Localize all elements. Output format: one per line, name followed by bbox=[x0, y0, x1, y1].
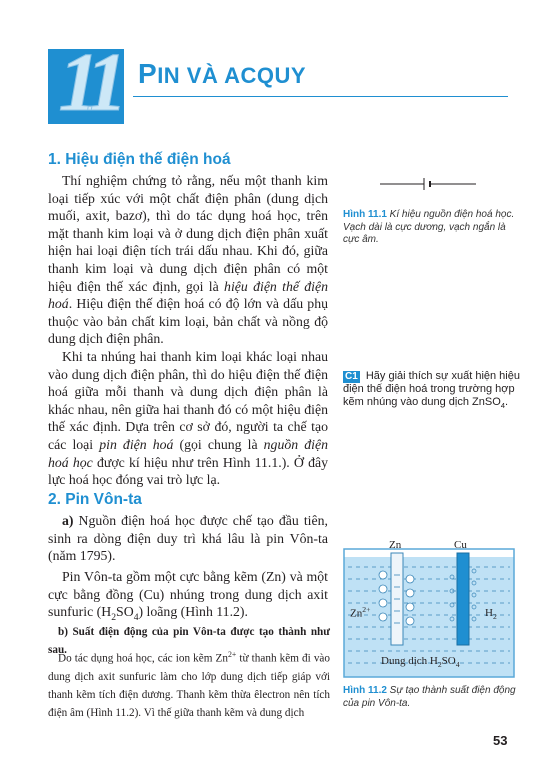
chapter-number: 11 bbox=[58, 36, 118, 129]
battery-symbol-figure bbox=[380, 174, 480, 194]
text: Nguồn điện hoá học được chế tạo đầu tiên, sinh ra dòng điện duy trì khá lâu là pin Vôn-ta (năm 1795). bbox=[48, 513, 328, 564]
subscript: 4 bbox=[133, 611, 139, 623]
chapter-title-rest: IN VÀ ACQUY bbox=[157, 63, 307, 88]
chapter-title bbox=[138, 58, 306, 90]
text: Do tác dụng hoá học, các ion kẽm Zn bbox=[58, 652, 228, 665]
text: Khi ta nhúng hai thanh kim loại khác loại nhau vào dung dịch điện phân, thì do hiệu điện thế điện hoá giữa mỗi thanh và dung dịch điện phân là khác nhau, nên giữa hai thanh đó có một hiệu điện thế xác định. Dựa trên cơ sở đó, người ta chế tạo các loại bbox=[48, 349, 328, 452]
superscript: 2+ bbox=[227, 650, 237, 659]
subscript: 2 bbox=[492, 612, 497, 622]
text: SO bbox=[441, 655, 456, 667]
caption-text: Sự tạo thành suất điện động của pin Vôn-ta. bbox=[343, 685, 516, 709]
text: Dung dịch H bbox=[381, 655, 438, 667]
text: b) Suất điện động của pin Vôn-ta được tạo thành như sau. bbox=[48, 626, 330, 656]
copper-electrode bbox=[457, 553, 469, 645]
subscript: 4 bbox=[500, 401, 506, 411]
figure-11-1-caption bbox=[343, 209, 521, 247]
copper-label: Cu bbox=[454, 539, 467, 551]
section-1-paragraph-2 bbox=[48, 348, 328, 489]
solution-label bbox=[381, 655, 460, 669]
text: từ thanh kẽm đi vào dung dịch axit sunfuric làm cho lớp dung dịch tiếp giáp với thanh kẽm tích điện dương. Thanh kẽm thừa êlectron nên tích điện âm (Hình 11.2). Vì thế giữa thanh kẽm và dung dịch bbox=[48, 652, 330, 719]
text: ) loãng (Hình 11.2). bbox=[138, 604, 248, 620]
section-2-paragraph-3 bbox=[48, 646, 330, 722]
section-2-paragraph-2 bbox=[48, 568, 328, 627]
hydrogen-label bbox=[485, 607, 497, 621]
section-1-paragraph-1 bbox=[48, 172, 328, 348]
text: được kí hiệu như trên Hình 11.1.). Ở đây lực hoá học đóng vai trò lực lạ. bbox=[48, 454, 328, 488]
c1-question bbox=[343, 370, 521, 413]
text: SO bbox=[116, 604, 134, 620]
figure-11-2-caption bbox=[343, 685, 521, 710]
subscript: 2 bbox=[111, 611, 117, 623]
section-1-heading: 1. Hiệu điện thế điện hoá bbox=[48, 151, 231, 168]
section-2-paragraph-1 bbox=[48, 512, 328, 565]
text: . bbox=[505, 396, 509, 409]
text: Pin Vôn-ta gồm một cực bằng kẽm (Zn) và một cực bằng đồng (Cu) nhúng trong dung dịch axit sunfuric (H bbox=[48, 569, 328, 620]
chapter-title-rule bbox=[133, 96, 508, 97]
figure-label: Hình 11.2 bbox=[343, 685, 387, 696]
text: H bbox=[485, 607, 493, 619]
text: Hãy giải thích sự xuất hiện hiệu điện thế điện hoá trong trường hợp kẽm nhúng vào dung dịch ZnSO bbox=[343, 370, 520, 409]
text: Thí nghiệm chứng tỏ rằng, nếu một thanh kim loại tiếp xúc với một chất điện phân (dung dịch muối, axit, bazơ), thì do tác dụng hoá học, trên mặt thanh kim loại và ở dung dịch điện phân xuất hiện hai loại điện tích trái dấu nhau. Khi đó, giữa thanh kim loại và dung dịch điện phân có một hiệu điện thế xác định, gọi là bbox=[48, 173, 328, 294]
text: . Hiệu điện thế điện hoá có độ lớn và dấu phụ thuộc vào bản chất kim loại, bản chất và nồng độ dung dịch điện phân. bbox=[48, 296, 328, 347]
figure-label: Hình 11.1 bbox=[343, 209, 387, 220]
zinc-label: Zn bbox=[389, 539, 402, 551]
page-number: 53 bbox=[493, 733, 508, 748]
subscript: 4 bbox=[455, 660, 460, 670]
label: a) bbox=[62, 513, 74, 528]
term: hiệu điện thế điện hoá bbox=[48, 278, 329, 312]
chapter-title-initial: P bbox=[138, 58, 158, 89]
term: nguồn điện hoá học bbox=[48, 436, 328, 470]
subscript: 2 bbox=[437, 660, 442, 670]
section-2-heading: 2. Pin Vôn-ta bbox=[48, 491, 142, 508]
c1-badge: C1 bbox=[345, 371, 358, 382]
term: pin điện hoá bbox=[99, 436, 174, 452]
superscript: 2+ bbox=[362, 605, 371, 614]
caption-text: Kí hiệu nguồn điện hoá học. Vạch dài là cực dương, vạch ngắn là cực âm. bbox=[343, 209, 515, 245]
text: Zn bbox=[350, 607, 363, 620]
zinc-ion-label bbox=[350, 605, 370, 620]
text: (gọi chung là bbox=[173, 436, 264, 452]
